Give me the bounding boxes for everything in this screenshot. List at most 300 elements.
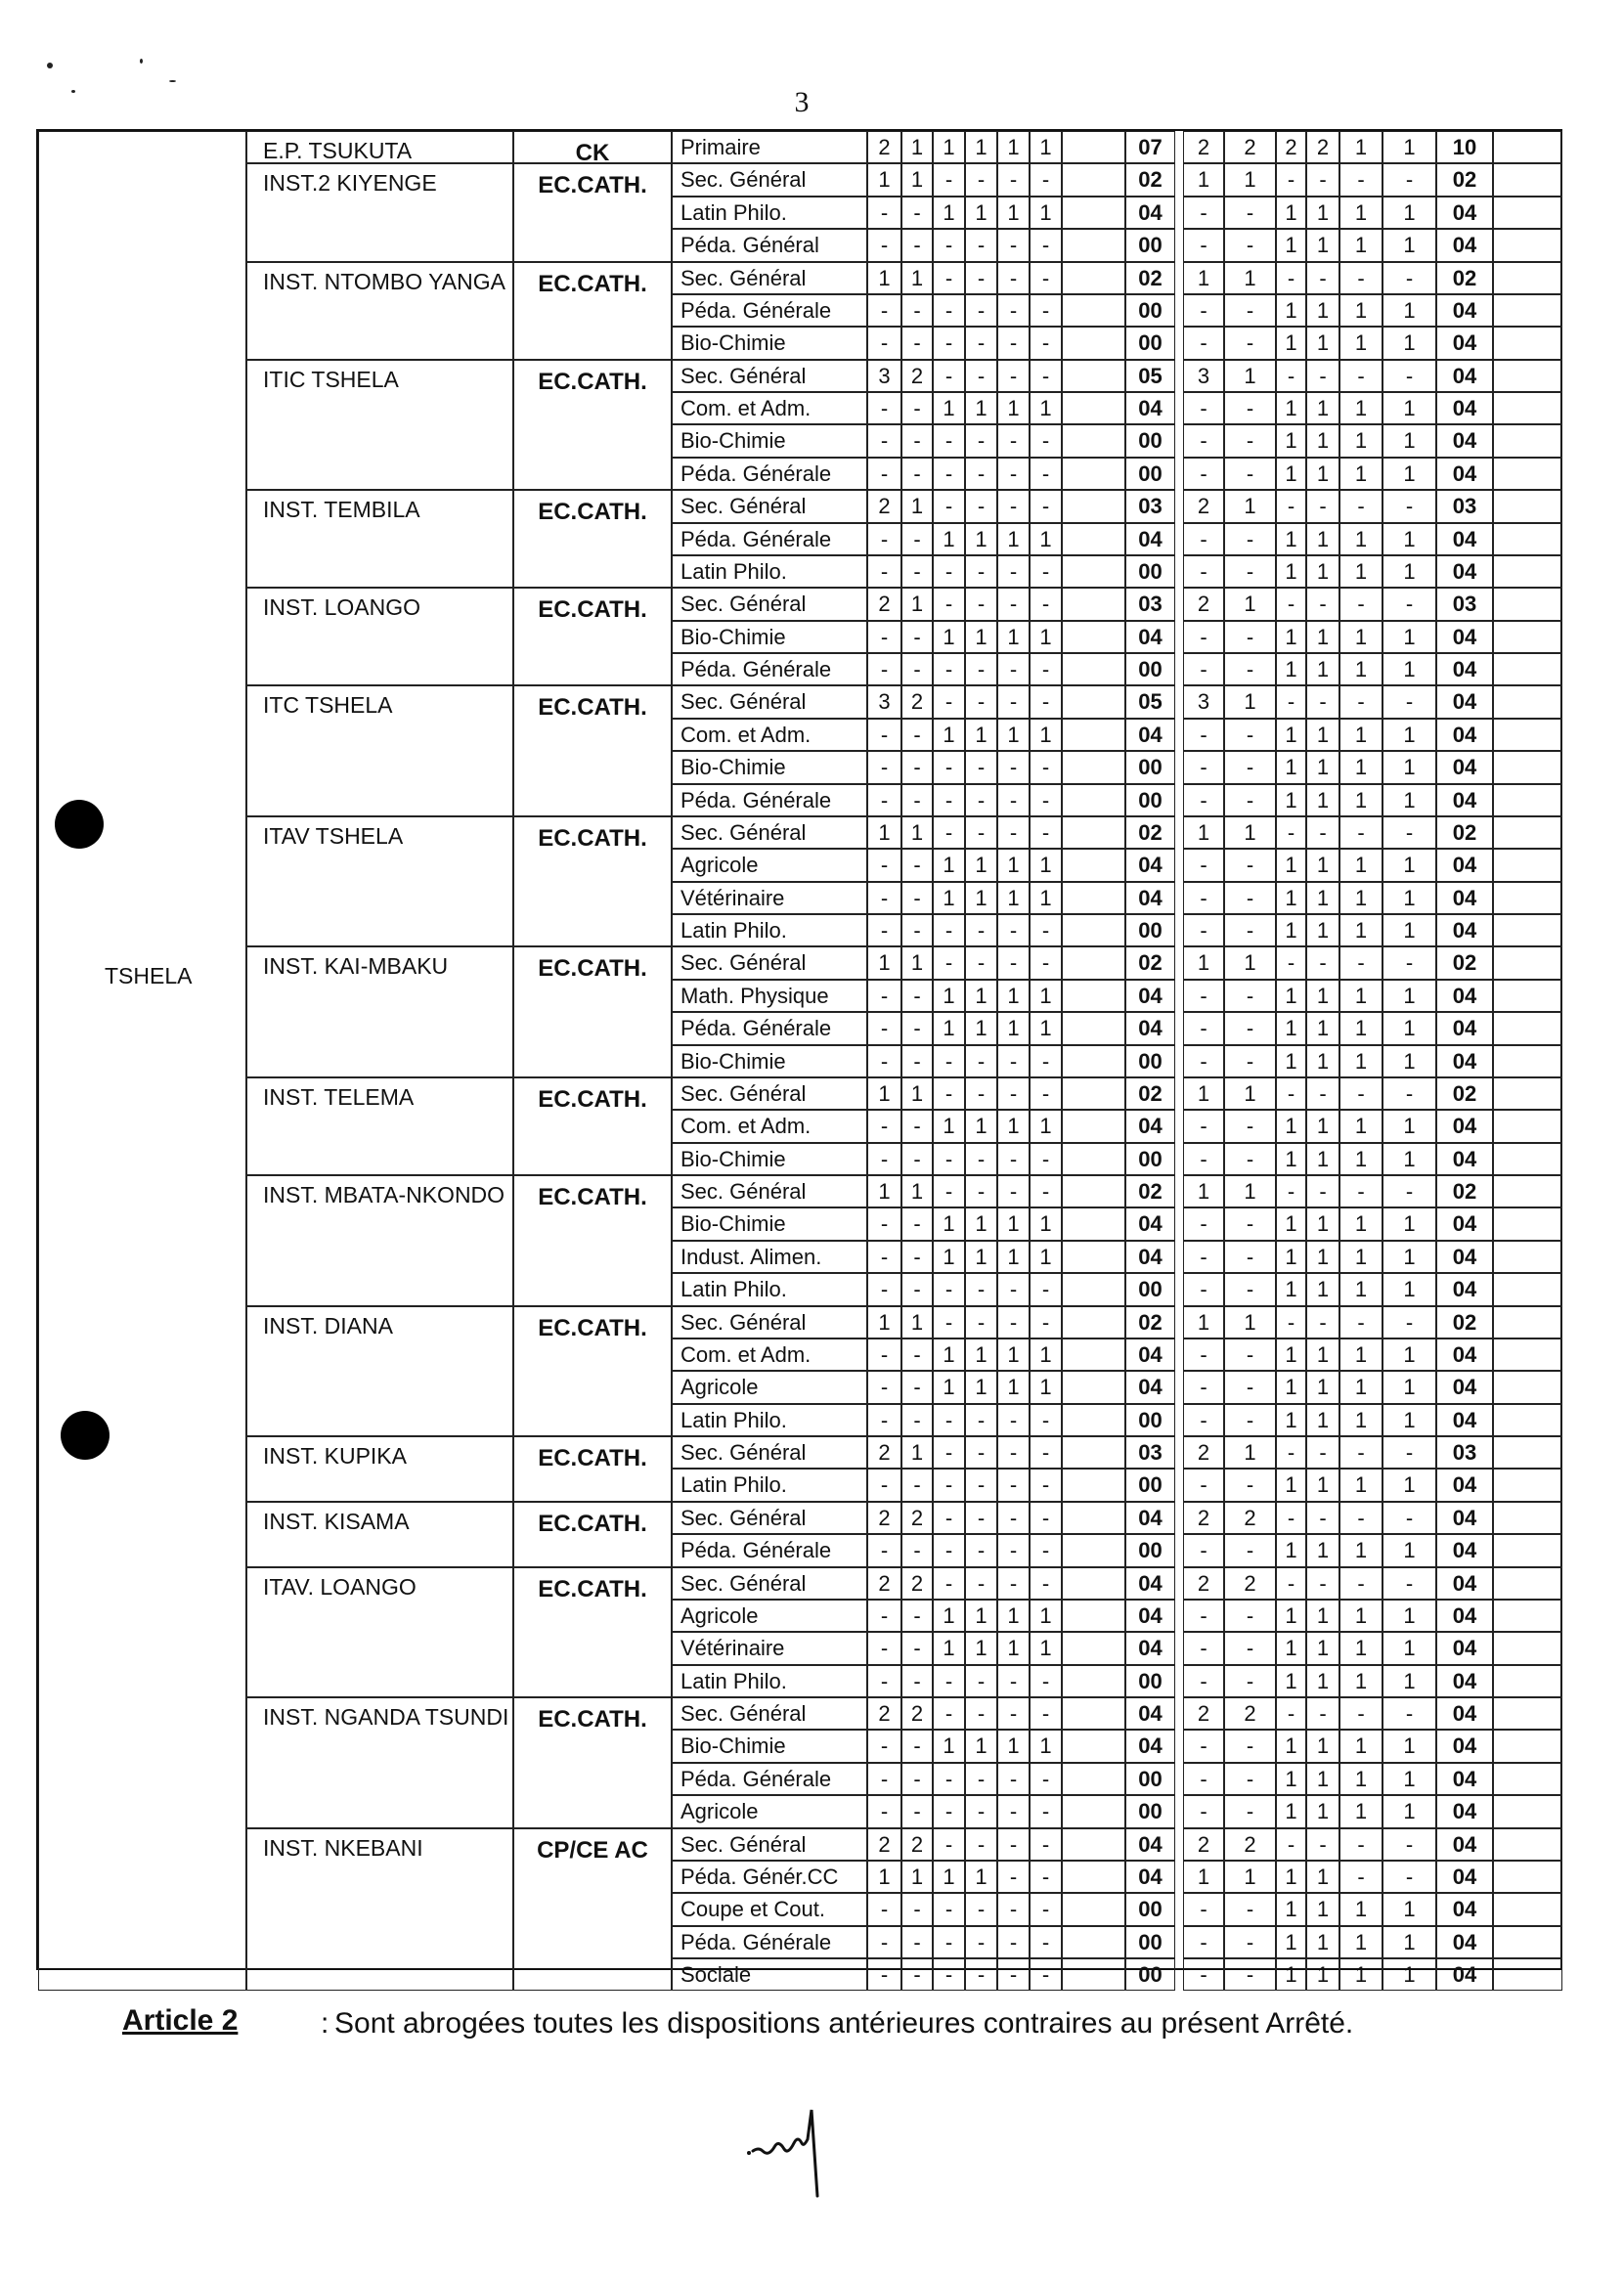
count-cell: 1 bbox=[1383, 327, 1436, 359]
section-cell: Péda. Générale bbox=[672, 523, 867, 555]
count-cell: 2 bbox=[1224, 1502, 1276, 1534]
count-cell: - bbox=[1030, 1958, 1062, 1991]
total-cell: 04 bbox=[1436, 1763, 1493, 1795]
section-cell: Sec. Général bbox=[672, 588, 867, 620]
count-cell: 1 bbox=[1276, 1958, 1306, 1991]
count-cell: - bbox=[965, 163, 997, 196]
count-cell: - bbox=[965, 751, 997, 783]
count-cell: - bbox=[1030, 1143, 1062, 1175]
count-cell: - bbox=[1030, 555, 1062, 588]
count-cell: 1 bbox=[933, 849, 965, 881]
total-cell: 04 bbox=[1436, 1861, 1493, 1893]
count-cell: - bbox=[1030, 1893, 1062, 1925]
count-cell: - bbox=[1183, 1273, 1224, 1305]
count-cell: 1 bbox=[1383, 1143, 1436, 1175]
count-cell: 1 bbox=[1306, 1012, 1339, 1044]
gap-cell bbox=[1493, 1436, 1562, 1469]
count-cell: - bbox=[867, 914, 901, 946]
gap-cell bbox=[1493, 523, 1562, 555]
count-cell: - bbox=[867, 327, 901, 359]
count-cell: - bbox=[1224, 392, 1276, 424]
count-cell: - bbox=[901, 1958, 933, 1991]
total-cell: 04 bbox=[1125, 1632, 1175, 1664]
count-cell: 1 bbox=[1183, 163, 1224, 196]
gap-cell bbox=[1493, 1371, 1562, 1403]
count-cell: 1 bbox=[1383, 523, 1436, 555]
count-cell: 1 bbox=[997, 1600, 1030, 1632]
total-cell: 04 bbox=[1436, 1665, 1493, 1697]
count-cell: 1 bbox=[933, 621, 965, 653]
count-cell: 1 bbox=[867, 1861, 901, 1893]
count-cell: 1 bbox=[1276, 1207, 1306, 1240]
count-cell: 1 bbox=[901, 262, 933, 294]
count-cell: - bbox=[901, 1632, 933, 1664]
count-cell: - bbox=[997, 1502, 1030, 1534]
count-cell: 1 bbox=[1183, 1861, 1224, 1893]
count-cell: - bbox=[965, 1665, 997, 1697]
count-cell: 1 bbox=[1306, 458, 1339, 490]
count-cell: 1 bbox=[1306, 621, 1339, 653]
total-cell: 04 bbox=[1125, 1861, 1175, 1893]
total-cell: 04 bbox=[1436, 1338, 1493, 1371]
count-cell: - bbox=[997, 1404, 1030, 1436]
count-cell: - bbox=[997, 946, 1030, 979]
count-cell: - bbox=[1183, 1110, 1224, 1142]
count-cell: - bbox=[1224, 914, 1276, 946]
count-cell: - bbox=[1183, 1371, 1224, 1403]
gap-cell bbox=[1062, 1502, 1125, 1534]
section-cell: Bio-Chimie bbox=[672, 1045, 867, 1077]
total-cell: 04 bbox=[1436, 751, 1493, 783]
count-cell: - bbox=[933, 294, 965, 327]
school-name: INST. KUPIKA bbox=[246, 1436, 513, 1502]
gap-cell bbox=[1062, 1730, 1125, 1762]
section-cell: Vétérinaire bbox=[672, 882, 867, 914]
count-cell: 1 bbox=[1276, 751, 1306, 783]
gap-cell bbox=[1493, 458, 1562, 490]
count-cell: - bbox=[1224, 1958, 1276, 1991]
count-cell: 2 bbox=[901, 1697, 933, 1730]
gap-cell bbox=[1493, 685, 1562, 718]
total-cell: 04 bbox=[1125, 523, 1175, 555]
school-affiliation: EC.CATH. bbox=[513, 588, 672, 685]
count-cell: 1 bbox=[1030, 719, 1062, 751]
count-cell: - bbox=[965, 1502, 997, 1534]
count-cell: 1 bbox=[1306, 294, 1339, 327]
total-cell: 00 bbox=[1125, 1795, 1175, 1827]
count-cell: 1 bbox=[1276, 424, 1306, 457]
count-cell: - bbox=[1030, 588, 1062, 620]
count-cell: 2 bbox=[1276, 131, 1306, 163]
gap-cell bbox=[1062, 458, 1125, 490]
count-cell: - bbox=[1183, 1795, 1224, 1827]
school-affiliation: EC.CATH. bbox=[513, 1175, 672, 1306]
count-cell: - bbox=[1224, 1273, 1276, 1305]
school-name: ITAV. LOANGO bbox=[246, 1567, 513, 1698]
total-cell: 00 bbox=[1125, 1926, 1175, 1958]
section-cell: Bio-Chimie bbox=[672, 621, 867, 653]
total-cell: 02 bbox=[1436, 163, 1493, 196]
total-cell: 04 bbox=[1436, 1926, 1493, 1958]
count-cell: 1 bbox=[1306, 980, 1339, 1012]
count-cell: - bbox=[1030, 1436, 1062, 1469]
gap-cell bbox=[1062, 1338, 1125, 1371]
count-cell: - bbox=[1030, 1077, 1062, 1110]
count-cell: 1 bbox=[1306, 1045, 1339, 1077]
count-cell: - bbox=[965, 1567, 997, 1600]
count-cell: - bbox=[997, 1534, 1030, 1566]
total-cell: 03 bbox=[1125, 588, 1175, 620]
count-cell: 1 bbox=[997, 1012, 1030, 1044]
count-cell: - bbox=[933, 1273, 965, 1305]
count-cell: 1 bbox=[1030, 1012, 1062, 1044]
count-cell: 1 bbox=[1224, 1306, 1276, 1338]
count-cell: - bbox=[965, 1306, 997, 1338]
total-cell: 04 bbox=[1125, 1567, 1175, 1600]
count-cell: - bbox=[1339, 1828, 1383, 1861]
count-cell: - bbox=[933, 751, 965, 783]
count-cell: - bbox=[965, 914, 997, 946]
count-cell: - bbox=[1224, 1534, 1276, 1566]
gap-cell bbox=[1062, 980, 1125, 1012]
count-cell: 1 bbox=[1224, 816, 1276, 849]
gap-cell bbox=[1062, 653, 1125, 685]
school-affiliation: EC.CATH. bbox=[513, 1077, 672, 1175]
count-cell: - bbox=[1030, 1273, 1062, 1305]
count-cell: - bbox=[1183, 327, 1224, 359]
count-cell: - bbox=[867, 1632, 901, 1664]
count-cell: - bbox=[965, 685, 997, 718]
count-cell: - bbox=[1030, 914, 1062, 946]
gap-cell bbox=[1062, 131, 1125, 163]
count-cell: - bbox=[965, 1958, 997, 1991]
section-cell: Sec. Général bbox=[672, 685, 867, 718]
count-cell: 2 bbox=[1183, 1436, 1224, 1469]
count-cell: - bbox=[901, 849, 933, 881]
count-cell: 1 bbox=[1339, 523, 1383, 555]
school-name: ITAV TSHELA bbox=[246, 816, 513, 947]
total-cell: 04 bbox=[1125, 392, 1175, 424]
count-cell: - bbox=[1030, 1567, 1062, 1600]
count-cell: - bbox=[901, 1273, 933, 1305]
total-cell: 04 bbox=[1125, 1697, 1175, 1730]
count-cell: 1 bbox=[1030, 392, 1062, 424]
total-cell: 04 bbox=[1436, 1241, 1493, 1273]
count-cell: 1 bbox=[901, 131, 933, 163]
gap-cell bbox=[1062, 882, 1125, 914]
count-cell: 1 bbox=[1383, 1045, 1436, 1077]
count-cell: - bbox=[1183, 882, 1224, 914]
section-cell: Sec. Général bbox=[672, 1567, 867, 1600]
count-cell: 1 bbox=[933, 719, 965, 751]
school-name: INST. LOANGO bbox=[246, 588, 513, 685]
section-cell: Latin Philo. bbox=[672, 1273, 867, 1305]
count-cell: - bbox=[1224, 1045, 1276, 1077]
total-cell: 03 bbox=[1125, 1436, 1175, 1469]
section-cell: Sec. Général bbox=[672, 1175, 867, 1207]
count-cell: 2 bbox=[867, 1828, 901, 1861]
count-cell: - bbox=[933, 1567, 965, 1600]
total-cell: 00 bbox=[1125, 1763, 1175, 1795]
count-cell: 2 bbox=[867, 1567, 901, 1600]
total-cell: 05 bbox=[1125, 685, 1175, 718]
count-cell: - bbox=[965, 784, 997, 816]
count-cell: - bbox=[867, 1045, 901, 1077]
count-cell: 1 bbox=[1383, 882, 1436, 914]
count-cell: 1 bbox=[1306, 229, 1339, 261]
count-cell: - bbox=[901, 1534, 933, 1566]
count-cell: 1 bbox=[1276, 555, 1306, 588]
count-cell: - bbox=[901, 1600, 933, 1632]
article-heading: Article 2 bbox=[122, 2004, 239, 2037]
count-cell: - bbox=[901, 458, 933, 490]
gap-cell bbox=[1493, 1012, 1562, 1044]
count-cell: - bbox=[901, 1371, 933, 1403]
total-cell: 02 bbox=[1436, 816, 1493, 849]
count-cell: - bbox=[1030, 1795, 1062, 1827]
count-cell: - bbox=[1224, 653, 1276, 685]
count-cell: 1 bbox=[1030, 882, 1062, 914]
count-cell: - bbox=[965, 1469, 997, 1501]
count-cell: - bbox=[965, 816, 997, 849]
count-cell: - bbox=[965, 294, 997, 327]
school-allocation-table bbox=[36, 129, 1562, 1987]
count-cell: - bbox=[1306, 490, 1339, 522]
gap-cell bbox=[1062, 849, 1125, 881]
count-cell: - bbox=[1183, 424, 1224, 457]
count-cell: 1 bbox=[1383, 1241, 1436, 1273]
count-cell: 2 bbox=[1183, 1828, 1224, 1861]
count-cell: - bbox=[1339, 1175, 1383, 1207]
count-cell: 1 bbox=[1276, 1861, 1306, 1893]
count-cell: - bbox=[1183, 980, 1224, 1012]
count-cell: - bbox=[1224, 1469, 1276, 1501]
count-cell: - bbox=[1276, 163, 1306, 196]
count-cell: 1 bbox=[1339, 1600, 1383, 1632]
count-cell: - bbox=[965, 946, 997, 979]
count-cell: 1 bbox=[965, 523, 997, 555]
count-cell: - bbox=[965, 360, 997, 392]
count-cell: - bbox=[1276, 1567, 1306, 1600]
count-cell: 1 bbox=[1339, 229, 1383, 261]
gap-cell bbox=[1062, 555, 1125, 588]
gap-cell bbox=[1493, 1828, 1562, 1861]
school-name: INST. DIANA bbox=[246, 1306, 513, 1437]
gap-cell bbox=[1493, 1077, 1562, 1110]
section-cell: Sec. Général bbox=[672, 816, 867, 849]
count-cell: 1 bbox=[1383, 653, 1436, 685]
total-cell: 04 bbox=[1436, 1207, 1493, 1240]
count-cell: 1 bbox=[1383, 1600, 1436, 1632]
count-cell: - bbox=[1224, 849, 1276, 881]
count-cell: - bbox=[1224, 229, 1276, 261]
count-cell: - bbox=[901, 555, 933, 588]
count-cell: 1 bbox=[933, 1241, 965, 1273]
total-cell: 04 bbox=[1436, 1893, 1493, 1925]
count-cell: - bbox=[1339, 685, 1383, 718]
count-cell: - bbox=[933, 1469, 965, 1501]
gap-cell bbox=[1062, 1306, 1125, 1338]
count-cell: 1 bbox=[1306, 653, 1339, 685]
total-cell: 04 bbox=[1436, 1404, 1493, 1436]
gap-cell bbox=[1062, 1045, 1125, 1077]
count-cell: 1 bbox=[1339, 327, 1383, 359]
count-cell: 1 bbox=[1383, 555, 1436, 588]
count-cell: 1 bbox=[1339, 784, 1383, 816]
count-cell: - bbox=[997, 1143, 1030, 1175]
count-cell: - bbox=[1339, 262, 1383, 294]
count-cell: 1 bbox=[1306, 784, 1339, 816]
total-cell: 04 bbox=[1436, 1110, 1493, 1142]
count-cell: 1 bbox=[1276, 1665, 1306, 1697]
gap-cell bbox=[1493, 1207, 1562, 1240]
gap-cell bbox=[1493, 163, 1562, 196]
count-cell: - bbox=[1306, 946, 1339, 979]
count-cell: - bbox=[1030, 1665, 1062, 1697]
count-cell: 1 bbox=[1383, 392, 1436, 424]
total-cell: 02 bbox=[1436, 1175, 1493, 1207]
count-cell: 1 bbox=[1224, 588, 1276, 620]
count-cell: 1 bbox=[1276, 392, 1306, 424]
gap-cell bbox=[1493, 1893, 1562, 1925]
count-cell: - bbox=[1276, 1828, 1306, 1861]
total-cell: 07 bbox=[1125, 131, 1175, 163]
count-cell: - bbox=[1224, 1730, 1276, 1762]
section-cell: Sec. Général bbox=[672, 1306, 867, 1338]
count-cell: - bbox=[933, 360, 965, 392]
count-cell: 1 bbox=[1276, 1045, 1306, 1077]
gap-cell bbox=[1493, 980, 1562, 1012]
count-cell: - bbox=[1030, 262, 1062, 294]
count-cell: - bbox=[1306, 816, 1339, 849]
total-cell: 00 bbox=[1125, 327, 1175, 359]
total-cell: 04 bbox=[1125, 882, 1175, 914]
count-cell: 1 bbox=[1339, 392, 1383, 424]
count-cell: 1 bbox=[1183, 262, 1224, 294]
count-cell: 1 bbox=[1276, 229, 1306, 261]
section-cell: Sec. Général bbox=[672, 163, 867, 196]
count-cell: - bbox=[933, 816, 965, 849]
count-cell: - bbox=[965, 1436, 997, 1469]
gap-cell bbox=[1493, 1730, 1562, 1762]
school-affiliation: EC.CATH. bbox=[513, 1436, 672, 1502]
count-cell: 1 bbox=[1339, 131, 1383, 163]
count-cell: 1 bbox=[1383, 1469, 1436, 1501]
count-cell: - bbox=[901, 1143, 933, 1175]
count-cell: - bbox=[867, 653, 901, 685]
count-cell: - bbox=[867, 523, 901, 555]
count-cell: - bbox=[867, 1012, 901, 1044]
total-cell: 04 bbox=[1125, 980, 1175, 1012]
section-cell: Com. et Adm. bbox=[672, 1338, 867, 1371]
total-cell: 04 bbox=[1436, 1012, 1493, 1044]
gap-cell bbox=[1062, 1600, 1125, 1632]
count-cell: - bbox=[901, 1926, 933, 1958]
count-cell: - bbox=[965, 1534, 997, 1566]
count-cell: 3 bbox=[1183, 360, 1224, 392]
count-cell: 1 bbox=[1383, 294, 1436, 327]
count-cell: - bbox=[1306, 685, 1339, 718]
count-cell: 1 bbox=[1224, 490, 1276, 522]
gap-cell bbox=[1062, 1110, 1125, 1142]
count-cell: 1 bbox=[1276, 1893, 1306, 1925]
count-cell: 1 bbox=[933, 1730, 965, 1762]
count-cell: - bbox=[997, 1436, 1030, 1469]
gap-cell bbox=[1062, 1567, 1125, 1600]
count-cell: 1 bbox=[1276, 197, 1306, 229]
count-cell: - bbox=[1183, 229, 1224, 261]
total-cell: 00 bbox=[1125, 784, 1175, 816]
count-cell: 1 bbox=[1339, 1143, 1383, 1175]
count-cell: - bbox=[1224, 621, 1276, 653]
count-cell: 1 bbox=[1383, 980, 1436, 1012]
gap-cell bbox=[1062, 1828, 1125, 1861]
count-cell: - bbox=[901, 1110, 933, 1142]
count-cell: - bbox=[1383, 1828, 1436, 1861]
count-cell: - bbox=[867, 229, 901, 261]
count-cell: 2 bbox=[867, 1502, 901, 1534]
gap-cell bbox=[1062, 294, 1125, 327]
count-cell: - bbox=[933, 163, 965, 196]
section-cell: Sec. Général bbox=[672, 1436, 867, 1469]
count-cell: 1 bbox=[1383, 1763, 1436, 1795]
school-name: E.P. TSUKUTA bbox=[246, 131, 513, 163]
count-cell: 1 bbox=[933, 1632, 965, 1664]
section-cell: Agricole bbox=[672, 849, 867, 881]
count-cell: - bbox=[1224, 719, 1276, 751]
count-cell: 1 bbox=[1224, 1436, 1276, 1469]
count-cell: 1 bbox=[997, 392, 1030, 424]
count-cell: - bbox=[997, 685, 1030, 718]
count-cell: 1 bbox=[1224, 685, 1276, 718]
school-name: INST. NKEBANI bbox=[246, 1828, 513, 1992]
count-cell: - bbox=[933, 914, 965, 946]
count-cell: - bbox=[901, 914, 933, 946]
count-cell: 1 bbox=[1030, 523, 1062, 555]
count-cell: - bbox=[1183, 523, 1224, 555]
count-cell: 1 bbox=[965, 1012, 997, 1044]
gap-cell bbox=[1062, 588, 1125, 620]
gap-cell bbox=[1062, 1697, 1125, 1730]
school-name: ITC TSHELA bbox=[246, 685, 513, 816]
gap-cell bbox=[1062, 1665, 1125, 1697]
count-cell: 1 bbox=[965, 1600, 997, 1632]
count-cell: 1 bbox=[997, 1632, 1030, 1664]
count-cell: - bbox=[901, 197, 933, 229]
count-cell: 1 bbox=[997, 882, 1030, 914]
school-affiliation: EC.CATH. bbox=[513, 1567, 672, 1698]
total-cell: 03 bbox=[1436, 490, 1493, 522]
count-cell: - bbox=[1383, 1306, 1436, 1338]
count-cell: 1 bbox=[1276, 653, 1306, 685]
count-cell: 1 bbox=[1224, 1861, 1276, 1893]
count-cell: - bbox=[933, 424, 965, 457]
count-cell: 1 bbox=[965, 1371, 997, 1403]
count-cell: - bbox=[1183, 1338, 1224, 1371]
total-cell: 00 bbox=[1125, 458, 1175, 490]
count-cell: - bbox=[965, 1077, 997, 1110]
gap-cell bbox=[1493, 751, 1562, 783]
count-cell: 1 bbox=[1339, 1926, 1383, 1958]
count-cell: - bbox=[1224, 784, 1276, 816]
gap-cell bbox=[1062, 1534, 1125, 1566]
count-cell: - bbox=[997, 653, 1030, 685]
count-cell: 1 bbox=[1306, 1241, 1339, 1273]
count-cell: 2 bbox=[901, 1828, 933, 1861]
count-cell: - bbox=[1030, 1404, 1062, 1436]
gap-cell bbox=[1493, 1763, 1562, 1795]
count-cell: 1 bbox=[965, 1110, 997, 1142]
